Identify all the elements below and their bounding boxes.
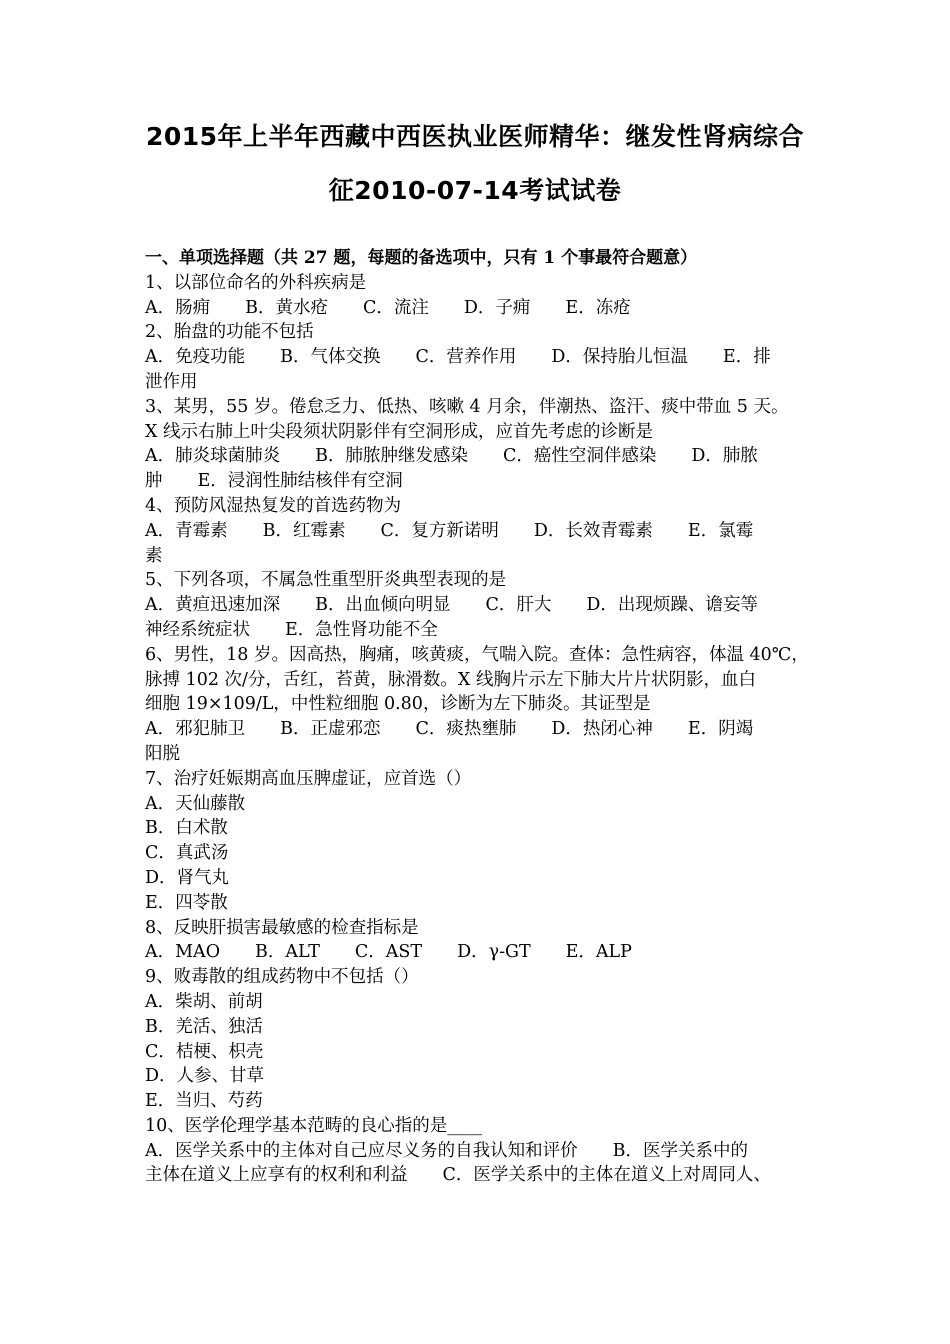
text-line: D．人参、甘草	[145, 1066, 265, 1087]
text-line: 7、治疗妊娠期高血压脾虚证，应首选（）	[145, 768, 472, 789]
text-line: A．医学关系中的主体对自己应尽义务的自我认知和评价 B．医学关系中的	[145, 1140, 748, 1161]
text-line: 3、某男，55 岁。倦怠乏力、低热、咳嗽 4 月余，伴潮热、盗汗、痰中带血 5 天。	[145, 396, 789, 417]
text-line: A．免疫功能 B．气体交换 C．营养作用 D．保持胎儿恒温 E．排	[145, 347, 771, 368]
text-line: 泄作用	[145, 371, 198, 392]
text-line: 6、男性，18 岁。因高热，胸痛，咳黄痰，气喘入院。查体：急性病容，体温 40℃，	[145, 644, 809, 665]
document-title-line-2: 征2010-07-14考试试卷	[328, 176, 622, 205]
text-line: E．四苓散	[145, 892, 228, 913]
text-line: 8、反映肝损害最敏感的检查指标是	[145, 917, 419, 938]
document-body	[145, 246, 815, 1188]
text-line: A．天仙藤散	[145, 793, 246, 814]
text-line: 10、医学伦理学基本范畴的良心指的是____	[145, 1115, 483, 1136]
text-line: 4、预防风湿热复发的首选药物为	[145, 495, 402, 516]
text-line: 神经系统症状 E．急性肾功能不全	[145, 619, 438, 640]
text-line: A．青霉素 B．红霉素 C．复方新诺明 D．长效青霉素 E．氯霉	[145, 520, 754, 541]
text-line: X 线示右肺上叶尖段须状阴影伴有空洞形成，应首先考虑的诊断是	[145, 421, 654, 442]
text-line: 1、以部位命名的外科疾病是	[145, 272, 367, 293]
text-line: B．羌活、独活	[145, 1016, 263, 1037]
question-list	[145, 271, 815, 1188]
text-line: A．MAO B．ALT C．AST D．γ-GT E．ALP	[145, 942, 632, 963]
text-line: 阳脱	[145, 743, 180, 764]
text-line: 细胞 19×109/L，中性粒细胞 0.80，诊断为左下肺炎。其证型是	[145, 694, 651, 715]
text-line: E．当归、芍药	[145, 1091, 263, 1112]
text-line: A．柴胡、前胡	[145, 991, 263, 1012]
text-line: 肿 E．浸润性肺结核伴有空洞	[145, 471, 403, 492]
text-line: C．真武汤	[145, 843, 229, 864]
text-line: 素	[145, 545, 163, 566]
text-line: C．桔梗、枳壳	[145, 1041, 264, 1062]
text-line: 9、败毒散的组成药物中不包括（）	[145, 967, 419, 988]
text-line: A．黄疸迅速加深 B．出血倾向明显 C．肝大 D．出现烦躁、谵妄等	[145, 595, 758, 616]
text-line: 5、下列各项，不属急性重型肝炎典型表现的是	[145, 570, 507, 591]
text-line: 主体在道义上应享有的权利和利益 C．医学关系中的主体在道义上对周同人、	[145, 1165, 771, 1186]
text-line: 脉搏 102 次/分，舌红，苔黄，脉滑数。X 线胸片示左下肺大片片状阴影，血白	[145, 669, 756, 690]
text-line: A．邪犯肺卫 B．正虚邪恋 C．痰热壅肺 D．热闭心神 E．阴竭	[145, 719, 754, 740]
text-line: A．肠痈 B．黄水疮 C．流注 D．子痈 E．冻疮	[145, 297, 631, 318]
text-line: D．肾气丸	[145, 867, 230, 888]
text-line: B．白术散	[145, 818, 228, 839]
text-line: 2、胎盘的功能不包括	[145, 322, 314, 343]
text-line: A．肺炎球菌肺炎 B．肺脓肿继发感染 C．癌性空洞伴感染 D．肺脓	[145, 446, 758, 467]
document-title-line-1: 2015年上半年西藏中西医执业医师精华：继发性肾病综合	[145, 122, 805, 151]
section-title: 一、单项选择题（共 27 题，每题的备选项中，只有 1 个事最符合题意）	[145, 248, 698, 268]
